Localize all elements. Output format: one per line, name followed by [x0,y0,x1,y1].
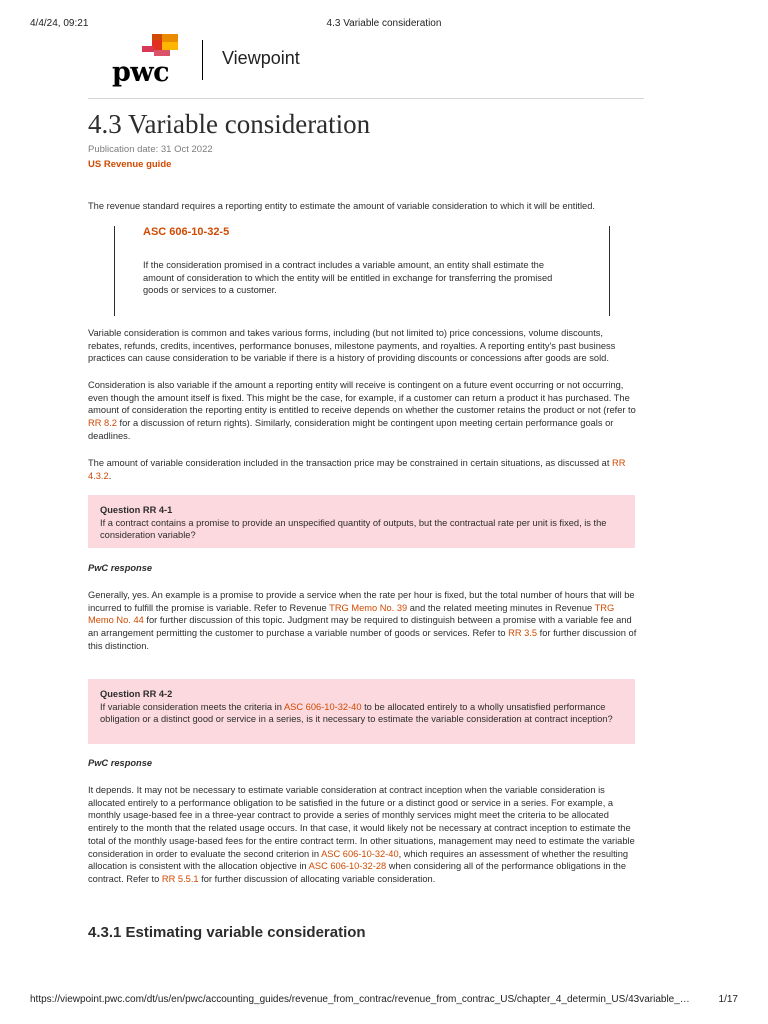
text-run: for further discussion of allocating variable consideration. [198,873,436,884]
site-header [112,34,332,88]
article-header [88,108,638,170]
print-tab-title: 4.3 Variable consideration [326,18,442,29]
question-title: Question RR 4-1 [100,505,173,515]
link-asc-606-10-32-40[interactable]: ASC 606-10-32-40 [321,848,399,859]
print-datetime: 4/4/24, 09:21 [30,18,89,29]
text-run: , which requires an assessment of whether the resulting allocation is consistent with the allocation objective in [88,848,629,872]
text-run: for further discussion of this topic. Judgment may be required to distinguish between a promise with a variable fee and an arrangement permitting the customer to purchase a variable number of goods or services. Refer to [88,615,632,639]
response-label: PwC response [88,563,153,573]
response-paragraph-2 [88,784,638,886]
print-footer [30,994,738,1008]
link-rr-4-3-2[interactable]: RR 4.3.2 [88,458,626,481]
response-label: PwC response [88,758,153,768]
text-run: when considering all of the performance obligations in the contract. Refer to [88,861,627,884]
text-run: The amount of variable consideration included in the transaction price may be constrained in certain situations, as discussed at [88,458,613,468]
product-name[interactable]: Viewpoint [222,48,300,68]
question-box-rr-4-2 [88,679,635,744]
page-number: 1/17 [718,994,738,1005]
standard-quote [114,226,610,316]
section-subheading: 4.3.1 Estimating variable consideration [88,924,366,941]
question-title: Question RR 4-2 [100,689,173,699]
link-trg-memo-44[interactable]: TRG Memo No. 44 [88,602,615,626]
page-url: https://viewpoint.pwc.com/dt/us/en/pwc/accounting_guides/revenue_from_contrac/revenue_from_contrac_US/chapter_4_determin_US/43variable_… [30,994,690,1005]
text-run: and the related meeting minutes in Revenue [407,602,595,613]
print-header [30,18,738,32]
paragraph-constraint [88,457,638,482]
quote-heading: ASC 606-10-32-5 [143,226,230,238]
question-box-rr-4-1 [88,495,635,548]
response-paragraph-1 [88,589,638,653]
text-run: . [108,470,112,481]
link-trg-memo-39[interactable]: TRG Memo No. 39 [329,602,408,613]
text-run: If variable consideration meets the criteria in [100,701,284,712]
intro-paragraph: The revenue standard requires a reporting entity to estimate the amount of variable consideration to which it will be entitled. [88,201,595,211]
text-run: Consideration is also variable if the amount a reporting entity will receive is contingent on a future event occurring or not occurring, even though the amount itself is fixed. This might be the case, for example, if a customer can return a product it has purchased. The amount of consideration the reporting entity is entitled to receive depends on whether the customer retains the product or not (refer to [88,380,636,416]
paragraph-contingent [88,379,638,443]
question-text [100,701,623,726]
publication-date: Publication date: 31 Oct 2022 [88,144,213,156]
text-run: for further discussion of this distinction. [88,628,637,651]
guide-link[interactable]: US Revenue guide [88,159,172,171]
text-run: Generally, yes. An example is a promise to provide a service when the rate per hour is fixed, but the total number of hours that will be incurred to fulfill the promise is variable. Refer to Revenue [88,590,635,613]
header-divider [88,98,644,99]
pwc-logo[interactable] [112,34,182,88]
text-run: It depends. It may not be necessary to estimate variable consideration at contract inception when the variable consideration is allocated entirely to a performance obligation to be satisfied in the future or a distinct good or service in a series. For example, a monthly usage-based fee in a three-year contract to provide a series of monthly services might meet the criteria to be allocated entirely to the month that the related usage occurs. In that case, it would likely not be necessary at contract inception to estimate the total of the monthly usage-based fees for the entire contract term. In other situations, management may need to estimate the variable consideration in order to evaluate the second criterion in [88,785,635,859]
text-run: for a discussion of return rights). Similarly, consideration might be contingent upon meeting certain performance goals or deadlines. [88,418,614,441]
quote-text: If the consideration promised in a contract includes a variable amount, an entity shall estimate the amount of consideration to which the entity will be entitled in exchange for transferring the promised goods or services to a customer. [143,260,553,296]
link-rr-3-5[interactable]: RR 3.5 [508,628,538,639]
link-rr-8-2[interactable]: RR 8.2 [88,418,117,429]
logo-divider [202,40,203,80]
question-text: If a contract contains a promise to provide an unspecified quantity of outputs, but the contractual rate per unit is fixed, is the consideration variable? [100,517,607,541]
text-run: to be allocated entirely to a wholly unsatisfied performance obligation or a distinct good or service in a series, is it necessary to estimate the variable consideration at contract inception? [100,701,613,725]
link-asc-606-10-32-40[interactable]: ASC 606-10-32-40 [283,701,362,712]
paragraph-forms: Variable consideration is common and takes various forms, including (but not limited to) price concessions, volume discounts, rebates, refunds, credits, incentives, performance bonuses, milestone payments, and royalties. A reporting entity's past business practices can cause consideration to be variable if there is a history of providing discounts or concessions after goods are sold. [88,328,616,364]
link-asc-606-10-32-28[interactable]: ASC 606-10-32-28 [308,861,387,872]
pwc-wordmark: pwc [112,57,170,88]
link-rr-5-5-1[interactable]: RR 5.5.1 [161,873,199,884]
page-title: 4.3 Variable consideration [88,109,371,139]
